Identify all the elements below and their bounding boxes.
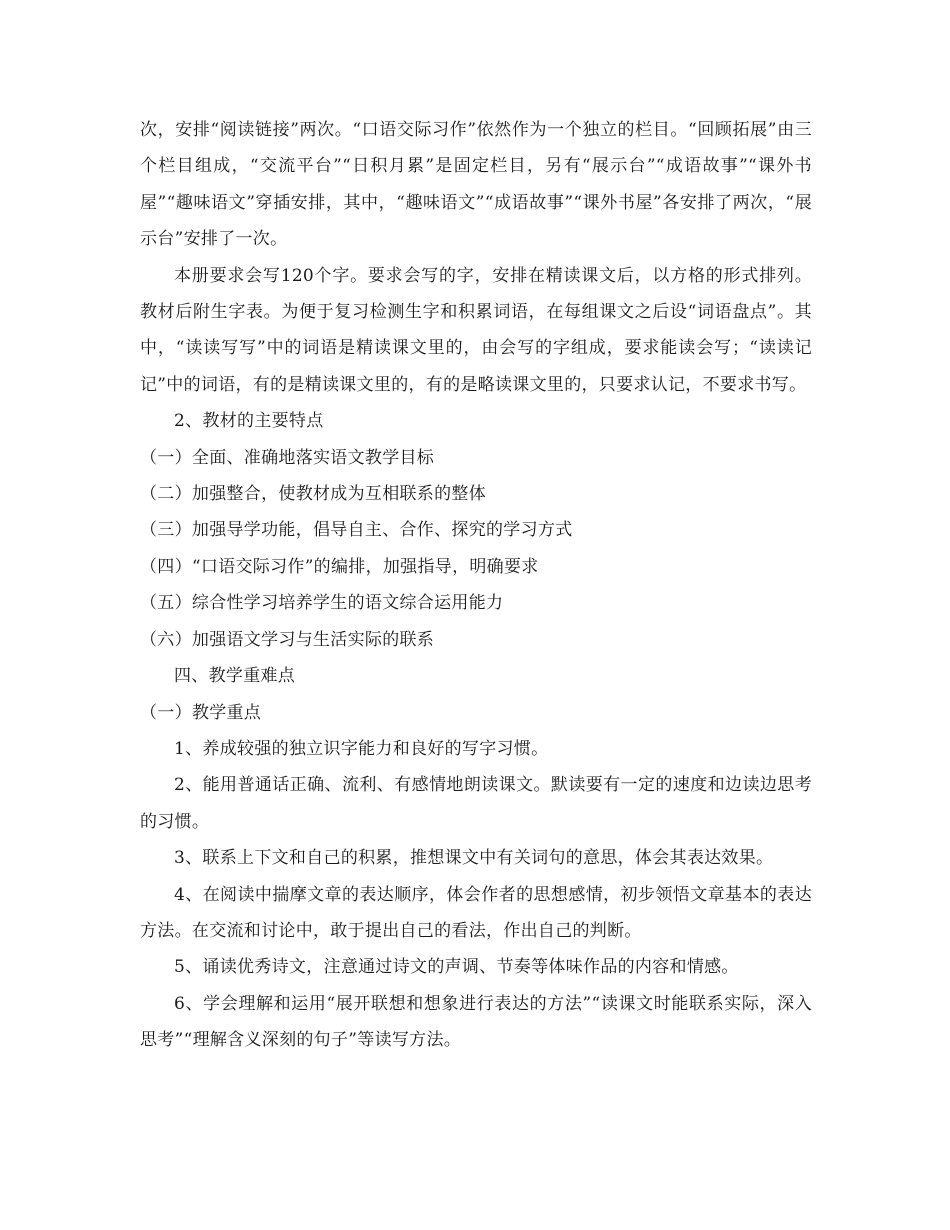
subsection-heading-teaching-focus: （一）教学重点 [140,702,262,723]
paragraph-continuation: 次，安排“阅读链接”两次。“口语交际习作”依然作为一个独立的栏目。“回顾拓展”由三个栏目组成，“交流平台”“日积月累”是固定栏目，另有“展示台”“成语故事”“课外书屋”“趣味语文”穿插安排，其中，“趣味语文”“成语故事”“课外书屋”各安排了两次，“展示台”安排了一次。 [140,120,812,250]
section-heading-textbook-features: 2、教材的主要特点 [174,411,324,432]
section-heading-key-points: 四、教学重难点 [174,666,296,687]
focus-item-3: 3、联系上下文和自己的积累，推想课文中有关词句的意思，体会其表达效果。 [174,848,774,869]
feature-item-5: （五）综合性学习培养学生的语文综合运用能力 [140,593,504,614]
focus-item-4: 4、在阅读中揣摩文章的表达顺序，体会作者的思想感情，初步领悟文章基本的表达方法。在交流和讨论中，敢于提出自己的看法，作出自己的判断。 [140,884,812,941]
focus-item-6: 6、学会理解和运用“展开联想和想象进行表达的方法”“读课文时能联系实际，深入思考”“理解含义深刻的句子”等读写方法。 [140,993,812,1051]
feature-item-6: （六）加强语文学习与生活实际的联系 [140,629,435,650]
focus-item-5: 5、诵读优秀诗文，注意通过诗文的声调、节奏等体味作品的内容和情感。 [174,957,739,978]
focus-item-1: 1、养成较强的独立识字能力和良好的写字习惯。 [174,738,549,759]
focus-item-2: 2、能用普通话正确、流利、有感情地朗读课文。默读要有一定的速度和边读边思考的习惯。 [140,775,812,832]
feature-item-1: （一）全面、准确地落实语文教学目标 [140,447,435,468]
feature-item-2: （二）加强整合，使教材成为互相联系的整体 [140,484,486,505]
feature-item-4: （四）“口语交际习作”的编排，加强指导，明确要求 [140,556,539,577]
document-page [140,112,812,1059]
feature-item-3: （三）加强导学功能，倡导自主、合作、探究的学习方式 [140,520,573,541]
paragraph-character-requirements: 本册要求会写120个字。要求会写的字，安排在精读课文后，以方格的形式排列。教材后附生字表。为便于复习检测生字和积累词语，在每组课文之后设“词语盘点”。其中，“读读写写”中的词语是精读课文里的，由会写的字组成，要求能读会写；“读读记记”中的词语，有的是精读课文里的，有的是略读课文里的，只要求认记，不要求书写。 [140,265,812,395]
